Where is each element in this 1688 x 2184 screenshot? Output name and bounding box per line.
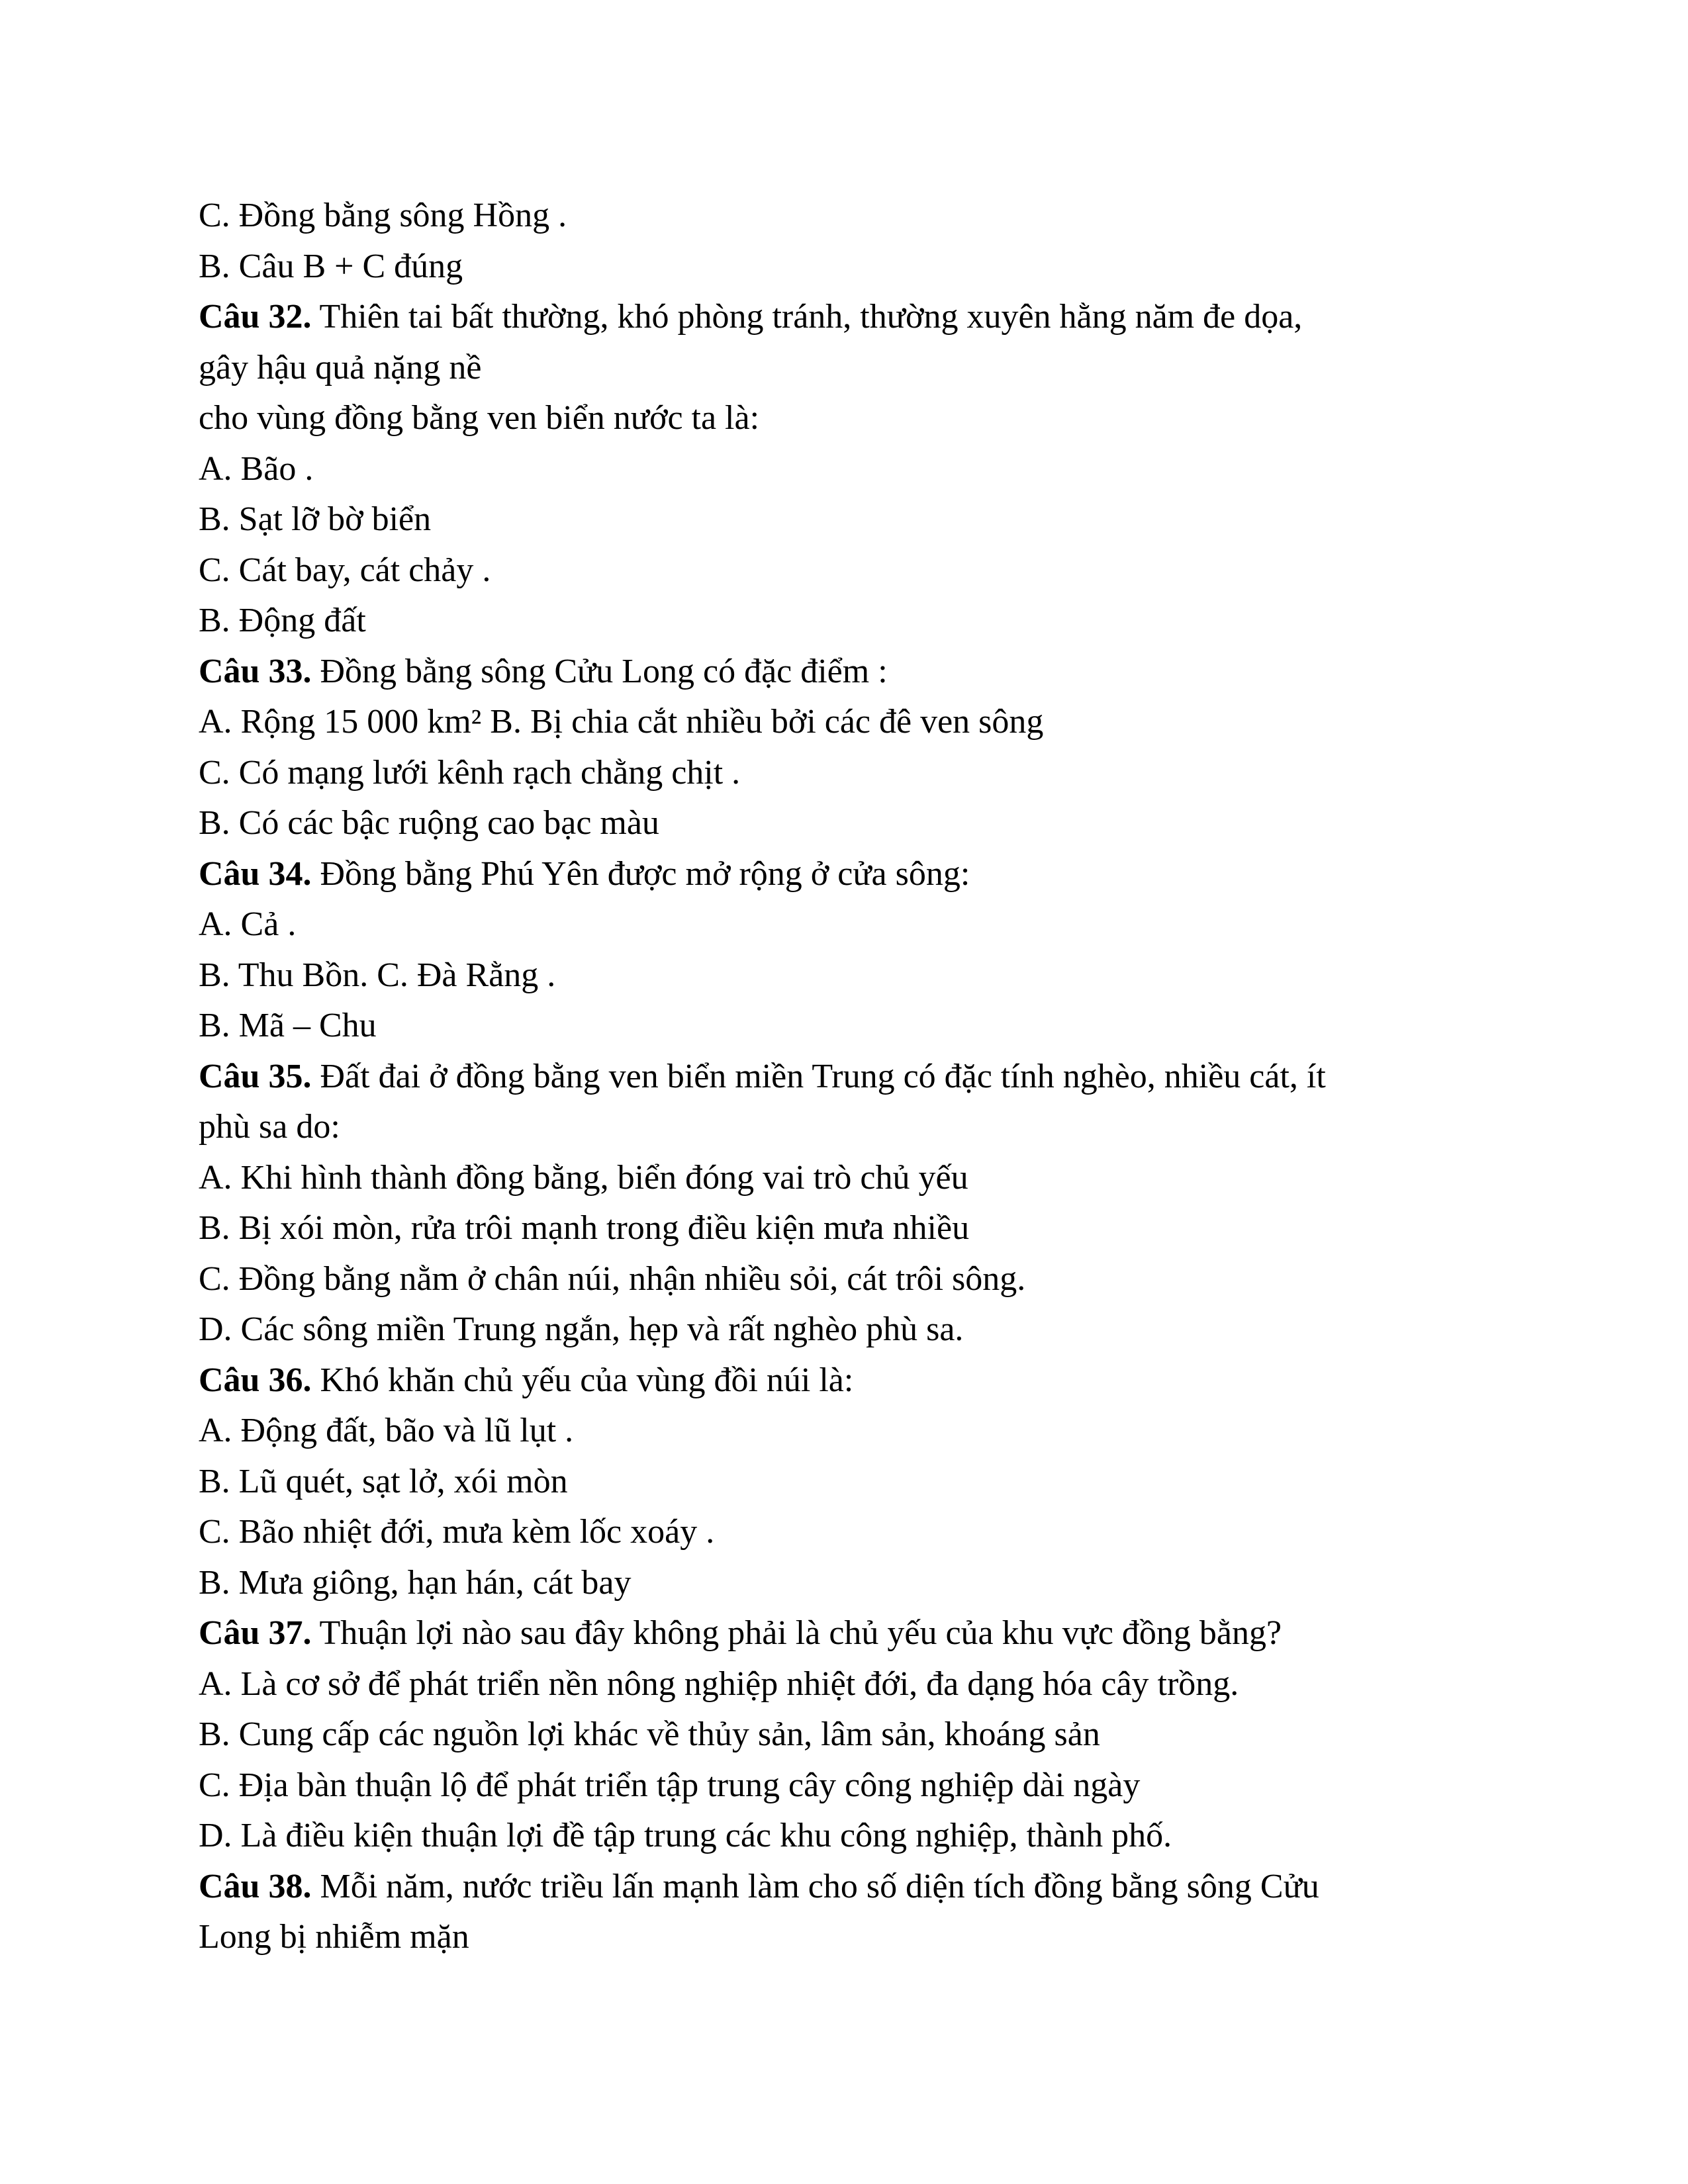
question-38	[199, 1862, 1489, 1963]
question-stem	[199, 849, 1489, 900]
question-text: Đất đai ở đồng bằng ven biển miền Trung có đặc tính nghèo, nhiều cát, ít	[311, 1057, 1326, 1095]
answer-option: A. Bão .	[199, 449, 314, 488]
question-stem	[199, 292, 1489, 343]
question-text: cho vùng đồng bằng ven biển nước ta là:	[199, 399, 760, 437]
question-number: Câu 37.	[199, 1614, 312, 1652]
answer-option: C. Đồng bằng nằm ở chân núi, nhận nhiều sỏi, cát trôi sông.	[199, 1259, 1026, 1298]
answer-option: B. Bị xói mòn, rửa trôi mạnh trong điều kiện mưa nhiều	[199, 1209, 970, 1247]
question-number: Câu 35.	[199, 1057, 312, 1095]
answer-option: B. Sạt lỡ bờ biển	[199, 500, 432, 538]
question-stem	[199, 1862, 1489, 1913]
answer-option: B. Lũ quét, sạt lở, xói mòn	[199, 1462, 568, 1500]
answer-option: A. Rộng 15 000 km² B. Bị chia cắt nhiều bởi các đê ven sông	[199, 703, 1044, 741]
question-text: Thuận lợi nào sau đây không phải là chủ yếu của khu vực đồng bằng?	[311, 1614, 1282, 1652]
question-number: Câu 38.	[199, 1867, 312, 1905]
answer-option: B. Mưa giông, hạn hán, cát bay	[199, 1563, 632, 1602]
question-text: Mỗi năm, nước triều lấn mạnh làm cho số diện tích đồng bằng sông Cửu	[311, 1867, 1319, 1905]
question-text: gây hậu quả nặng nề	[199, 348, 482, 387]
question-text: phù sa do:	[199, 1108, 340, 1146]
question-33	[199, 647, 1489, 849]
answer-option: B. Động đất	[199, 602, 366, 639]
question-text: Thiên tai bất thường, khó phòng tránh, thường xuyên hằng năm đe dọa,	[311, 298, 1303, 336]
answer-option: A. Cả .	[199, 905, 297, 943]
question-35	[199, 1052, 1489, 1355]
answer-option: B. Câu B + C đúng	[199, 247, 463, 285]
answer-option: D. Là điều kiện thuận lợi đề tập trung các khu công nghiệp, thành phố.	[199, 1817, 1172, 1854]
answer-option: B. Thu Bồn. C. Đà Rằng .	[199, 956, 556, 994]
document-page	[199, 191, 1489, 1963]
answer-option: A. Là cơ sở để phát triển nền nông nghiệp nhiệt đới, đa dạng hóa cây trồng.	[199, 1664, 1239, 1703]
question-36	[199, 1355, 1489, 1609]
answer-option: C. Đồng bằng sông Hồng .	[199, 197, 567, 234]
question-37	[199, 1608, 1489, 1862]
question-text: Khó khăn chủ yếu của vùng đồi núi là:	[311, 1361, 854, 1399]
answer-option: A. Động đất, bão và lũ lụt .	[199, 1412, 574, 1449]
answer-option: C. Cát bay, cát chảy .	[199, 551, 491, 589]
answer-option: B. Mã – Chu	[199, 1007, 377, 1044]
answer-option: C. Bão nhiệt đới, mưa kèm lốc xoáy .	[199, 1513, 715, 1551]
question-number: Câu 36.	[199, 1361, 312, 1399]
question-34	[199, 849, 1489, 1052]
question-stem	[199, 1355, 1489, 1406]
answer-option: B. Có các bậc ruộng cao bạc màu	[199, 804, 659, 842]
answer-option: D. Các sông miền Trung ngắn, hẹp và rất nghèo phù sa.	[199, 1310, 964, 1348]
question-text: Đồng bằng Phú Yên được mở rộng ở cửa sông:	[311, 854, 970, 893]
answer-option: C. Có mạng lưới kênh rạch chằng chịt .	[199, 753, 741, 792]
answer-option: B. Cung cấp các nguồn lợi khác về thủy sản, lâm sản, khoáng sản	[199, 1715, 1100, 1753]
question-number: Câu 33.	[199, 652, 312, 690]
question-stem	[199, 1052, 1489, 1103]
question-stem	[199, 647, 1489, 698]
question-stem	[199, 1608, 1489, 1659]
question-number: Câu 34.	[199, 854, 312, 893]
question-text: Long bị nhiễm mặn	[199, 1918, 469, 1956]
question-number: Câu 32.	[199, 298, 312, 336]
question-32	[199, 292, 1489, 647]
answer-option: C. Địa bàn thuận lộ để phát triển tập trung cây công nghiệp dài ngày	[199, 1766, 1141, 1804]
question-text: Đồng bằng sông Cửu Long có đặc điểm :	[311, 652, 888, 690]
answer-option: A. Khi hình thành đồng bằng, biển đóng vai trò chủ yếu	[199, 1158, 968, 1197]
